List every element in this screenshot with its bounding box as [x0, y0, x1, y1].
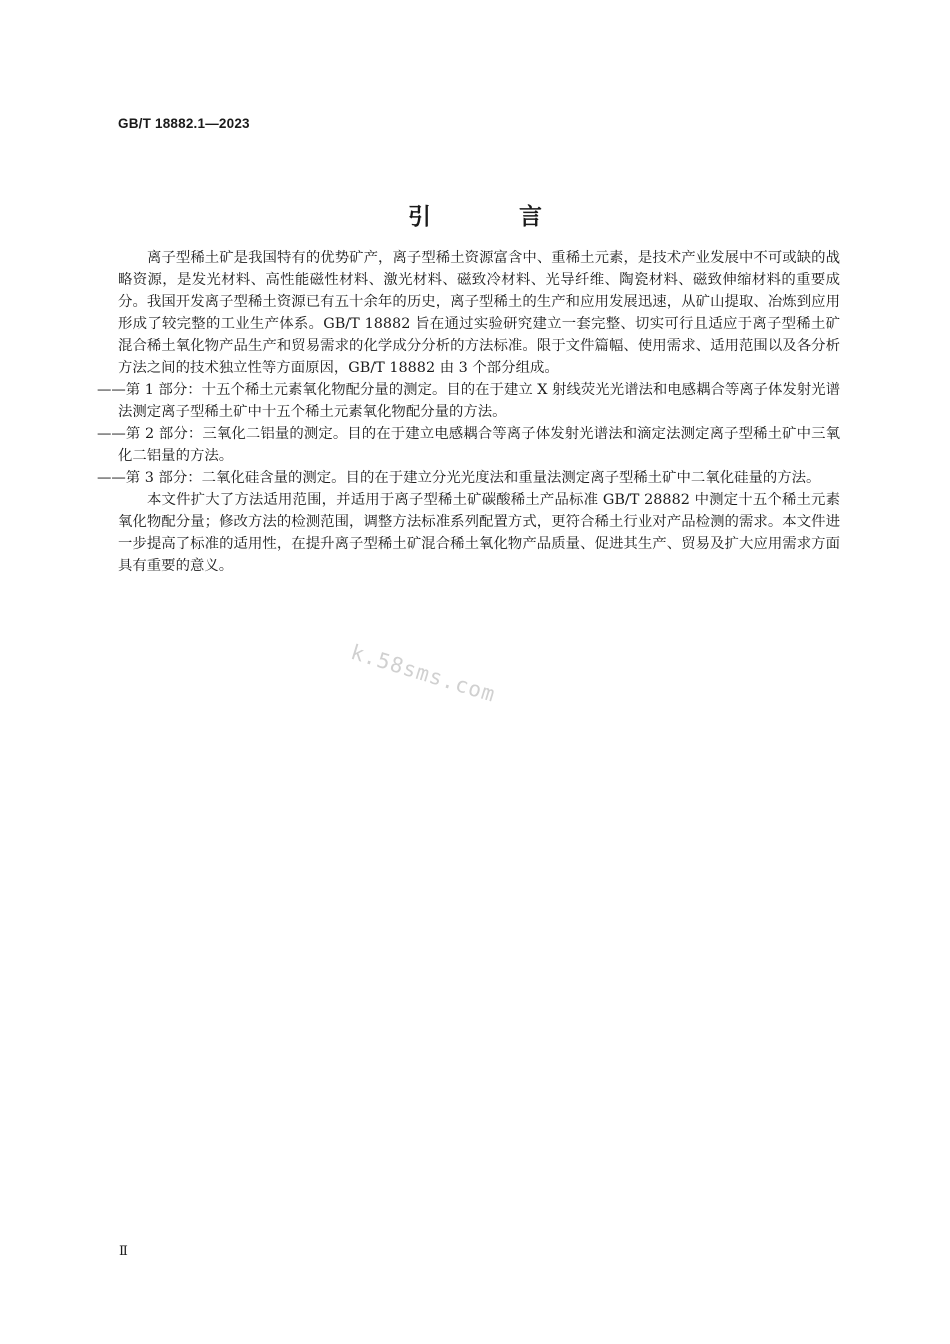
scope-paragraph: 本文件扩大了方法适用范围，并适用于离子型稀土矿碳酸稀土产品标准 GB/T 28882 中测定十五个稀土元素氧化物配分量；修改方法的检测范围，调整方法标准系列配置方式，更符合稀土行业对产品检测的需求。本文件进一步提高了标准的适用性，在提升离子型稀土矿混合稀土氧化物产品质量、促进其生产、贸易及扩大应用需求方面具有重要的意义。 [118, 492, 840, 574]
list-item-part-2: ——第 2 部分：三氧化二铝量的测定。目的在于建立电感耦合等离子体发射光谱法和滴定法测定离子型稀土矿中三氧化二铝量的方法。 [97, 426, 840, 464]
page-title: 引 言 [407, 204, 582, 230]
page-number: Ⅱ [119, 1244, 128, 1259]
standard-code: GB/T 18882.1—2023 [118, 116, 250, 131]
body-text [97, 247, 840, 577]
intro-paragraph: 离子型稀土矿是我国特有的优势矿产，离子型稀土资源富含中、重稀土元素，是技术产业发展中不可或缺的战略资源，是发光材料、高性能磁性材料、激光材料、磁致冷材料、光导纤维、陶瓷材料、磁致伸缩材料的重要成分。我国开发离子型稀土资源已有五十余年的历史，离子型稀土的生产和应用发展迅速，从矿山提取、冶炼到应用形成了较完整的工业生产体系。GB/T 18882 旨在通过实验研究建立一套完整、切实可行且适应于离子型稀土矿混合稀土氧化物产品生产和贸易需求的化学成分分析的方法标准。限于文件篇幅、使用需求、适用范围以及各分析方法之间的技术独立性等方面原因，GB/T 18882 由 3 个部分组成。 [118, 250, 840, 376]
list-item-part-3: ——第 3 部分：二氧化硅含量的测定。目的在于建立分光光度法和重量法测定离子型稀土矿中二氧化硅量的方法。 [97, 470, 821, 486]
list-item-part-1: ——第 1 部分：十五个稀土元素氧化物配分量的测定。目的在于建立 X 射线荧光光谱法和电感耦合等离子体发射光谱法测定离子型稀土矿中十五个稀土元素氧化物配分量的方法。 [97, 382, 840, 420]
watermark: k.58sms.com [347, 640, 499, 707]
